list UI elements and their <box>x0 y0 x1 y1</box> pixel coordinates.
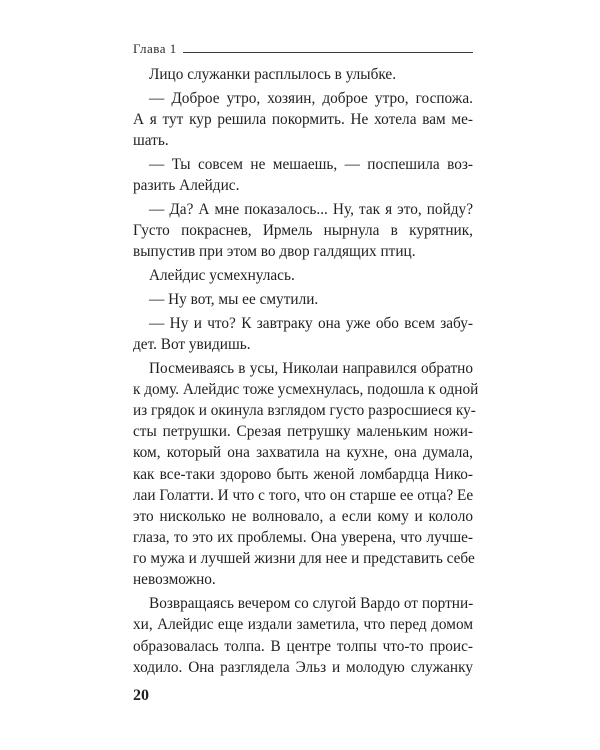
text-line: выпустив при этом во двор галдящих птиц. <box>133 243 416 261</box>
text-line: лаи Голатти. И что с того, что он старше ее отца? Ее <box>133 486 474 504</box>
text-line: глаза, то это их проблемы. Она уверена, что лучше- <box>133 529 473 547</box>
text-line: А я тут кур решила покормить. Не хотела вам ме- <box>133 110 473 128</box>
text-line: хи, Алейдис еще издали заметила, что перед домом <box>133 616 473 634</box>
text-line: образовалась толпа. В центре толпы что-то проис- <box>133 637 473 655</box>
text-line: разить Алейдис. <box>133 177 240 195</box>
text-line: — Ну вот, мы ее смутили. <box>149 290 319 308</box>
text-line: — Ты совсем не мешаешь, — поспешила воз- <box>149 155 473 173</box>
text-line: — Ну и что? К завтраку она уже обо всем забу- <box>149 314 473 332</box>
page-number: 20 <box>133 687 149 704</box>
text-line: из грядок и окинула взглядом густо разросшиеся ку- <box>133 401 476 419</box>
text-line: это нисколько не волновало, а если кому и кололо <box>133 507 473 525</box>
running-header <box>133 42 473 55</box>
text-line: Густо покраснев, Ирмель нырнула в курятник, <box>133 222 473 240</box>
text-line: — Да? А мне показалось... Ну, так я это, пойду? <box>149 200 473 218</box>
text-line: Возвращаясь вечером со слугой Вардо от портни- <box>149 595 474 613</box>
text-line: Посмеиваясь в усы, Николаи направился обратно <box>149 359 473 377</box>
text-line: Лицо служанки расплылось в улыбке. <box>149 66 397 83</box>
text-line: Алейдис усмехнулась. <box>149 267 295 285</box>
text-line: невозможно. <box>133 571 216 589</box>
text-line: дет. Вот увидишь. <box>133 335 251 353</box>
text-line: го мужа и лучшей жизни для нее и представить себе <box>133 550 475 568</box>
text-line: как все-таки здорово быть женой ломбардца Нико- <box>133 465 473 483</box>
text-line: ком, который она захватила на кухне, она думала, <box>133 444 473 462</box>
text-line: ходило. Она разглядела Эльз и молодую служанку <box>133 658 473 676</box>
text-line: шать. <box>133 132 169 150</box>
text-line: сты петрушки. Срезая петрушку маленьким ножи- <box>133 423 473 441</box>
text-line: к дому. Алейдис тоже усмехнулась, подошла к одной <box>133 380 479 398</box>
body-text <box>133 64 479 678</box>
chapter-title: Глава 1 <box>133 41 177 56</box>
text-line: — Доброе утро, хозяин, доброе утро, госпожа. <box>149 89 473 107</box>
header-rule <box>183 52 473 53</box>
